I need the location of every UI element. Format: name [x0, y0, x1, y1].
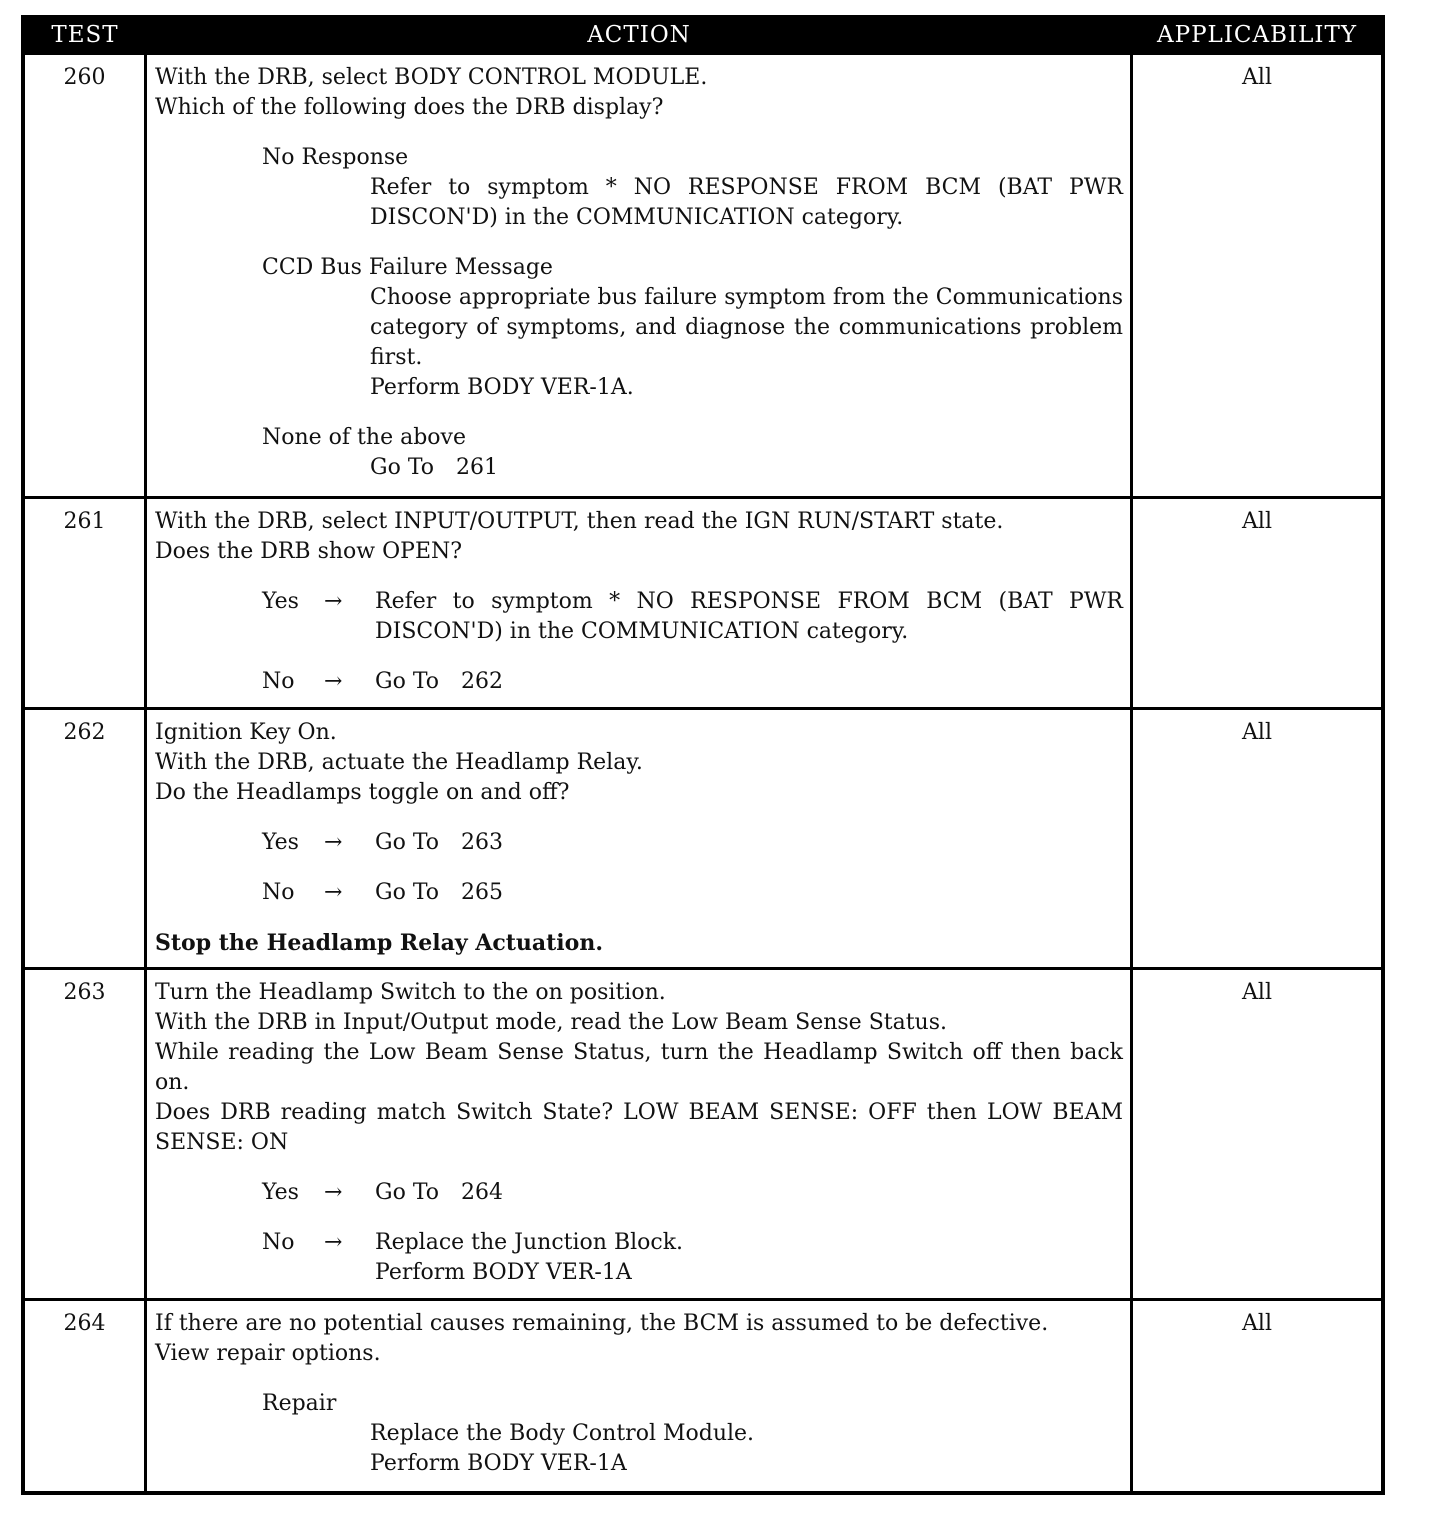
column-divider [1130, 710, 1133, 967]
option-result-step: Perform BODY VER-1A. [370, 375, 634, 400]
option-label: None of the above [262, 425, 466, 450]
answer-no [262, 667, 1123, 697]
action-line: With the DRB, select INPUT/OUTPUT, then read the IGN RUN/START state. [155, 509, 1004, 534]
goto-label: Go To [370, 455, 435, 480]
answer-goto [375, 878, 1123, 908]
action-cell [155, 499, 1123, 697]
arrow-icon: → [324, 830, 343, 855]
answer-label: No [262, 669, 295, 694]
action-line: Do the Headlamps toggle on and off? [155, 780, 570, 805]
table-row-260 [25, 55, 1381, 496]
action-line: With the DRB in Input/Output mode, read the Low Beam Sense Status. [155, 1010, 948, 1035]
goto-test-number: 262 [461, 669, 504, 694]
option-label: No Response [262, 145, 409, 170]
table-row-263 [25, 967, 1381, 1298]
applicability-value: All [1242, 720, 1272, 745]
action-line: Turn the Headlamp Switch to the on position. [155, 980, 666, 1005]
table-row-264 [25, 1298, 1381, 1491]
action-line: Does the DRB show OPEN? [155, 539, 463, 564]
test-number: 264 [63, 1311, 106, 1336]
column-header-applicability: APPLICABILITY [1157, 22, 1357, 48]
option-result: Replace the Body Control Module. [370, 1421, 755, 1446]
action-note: Stop the Headlamp Relay Actuation. [155, 930, 603, 956]
diagnostic-table [21, 15, 1385, 1495]
table-row-261 [25, 496, 1381, 707]
goto-label: Go To [375, 880, 440, 905]
column-divider [1130, 970, 1133, 1298]
action-line: If there are no potential causes remaining, the BCM is assumed to be defective. [155, 1311, 1049, 1336]
option-label: CCD Bus Failure Message [262, 255, 553, 280]
answer-label: Yes [262, 589, 299, 614]
action-line: Ignition Key On. [155, 720, 337, 745]
action-line: Which of the following does the DRB display? [155, 95, 664, 120]
answer-goto [375, 1178, 1123, 1208]
answer-yes [262, 1178, 1123, 1208]
answer-result: Refer to symptom * NO RESPONSE FROM BCM (BAT PWR DISCON'D) in the COMMUNICATION category. [375, 589, 1123, 644]
answer-yes [262, 828, 1123, 858]
table-row-262 [25, 707, 1381, 967]
option-result-step: Perform BODY VER-1A [370, 1451, 627, 1476]
answer-label: No [262, 880, 295, 905]
column-divider [144, 970, 147, 1298]
goto-label: Go To [375, 830, 440, 855]
arrow-icon: → [324, 1230, 343, 1255]
goto-test-number: 263 [461, 830, 504, 855]
option-result: Refer to symptom * NO RESPONSE FROM BCM (BAT PWR DISCON'D) in the COMMUNICATION category. [370, 175, 1123, 230]
goto-test-number: 264 [461, 1180, 504, 1205]
test-number: 262 [63, 720, 106, 745]
answer-result-line: Replace the Junction Block. [375, 1230, 684, 1255]
answer-label: No [262, 1230, 295, 1255]
action-line: Does DRB reading match Switch State? LOW BEAM SENSE: OFF then LOW BEAM SENSE: ON [155, 1100, 1123, 1155]
column-divider [1130, 55, 1133, 496]
action-cell [155, 970, 1123, 1288]
applicability-value: All [1242, 65, 1272, 90]
option-result: Choose appropriate bus failure symptom from the Communications category of symptoms, and diagnose the communications problem first. [370, 285, 1123, 370]
action-cell [155, 710, 1123, 958]
goto-label: Go To [375, 669, 440, 694]
answer-no [262, 878, 1123, 908]
action-line: While reading the Low Beam Sense Status, turn the Headlamp Switch off then back on. [155, 1040, 1123, 1095]
column-header-action: ACTION [587, 22, 691, 48]
applicability-value: All [1242, 1311, 1272, 1336]
answer-goto [375, 667, 1123, 697]
arrow-icon: → [324, 880, 343, 905]
answer-no [262, 1228, 1123, 1288]
applicability-value: All [1242, 980, 1272, 1005]
test-number: 260 [63, 65, 106, 90]
arrow-icon: → [324, 1180, 343, 1205]
action-line: With the DRB, select BODY CONTROL MODULE. [155, 65, 708, 90]
column-divider [144, 499, 147, 707]
test-number: 261 [63, 509, 106, 534]
action-cell [155, 1301, 1123, 1479]
option-label: Repair [262, 1391, 337, 1416]
applicability-value: All [1242, 509, 1272, 534]
action-line: With the DRB, actuate the Headlamp Relay. [155, 750, 643, 775]
goto-test-number: 261 [456, 455, 499, 480]
answer-result [375, 1228, 1123, 1288]
answer-result-step: Perform BODY VER-1A [375, 1260, 632, 1285]
action-cell [155, 55, 1123, 483]
arrow-icon: → [324, 669, 343, 694]
column-divider [144, 1301, 147, 1491]
column-divider [144, 710, 147, 967]
test-number: 263 [63, 980, 106, 1005]
column-header-test: TEST [51, 22, 119, 48]
action-line: View repair options. [155, 1341, 381, 1366]
column-divider [144, 55, 147, 496]
arrow-icon: → [324, 589, 343, 614]
answer-label: Yes [262, 830, 299, 855]
option-goto [370, 453, 1123, 483]
goto-label: Go To [375, 1180, 440, 1205]
answer-yes [262, 587, 1123, 647]
answer-goto [375, 828, 1123, 858]
goto-test-number: 265 [461, 880, 504, 905]
table-header [25, 15, 1381, 55]
answer-label: Yes [262, 1180, 299, 1205]
